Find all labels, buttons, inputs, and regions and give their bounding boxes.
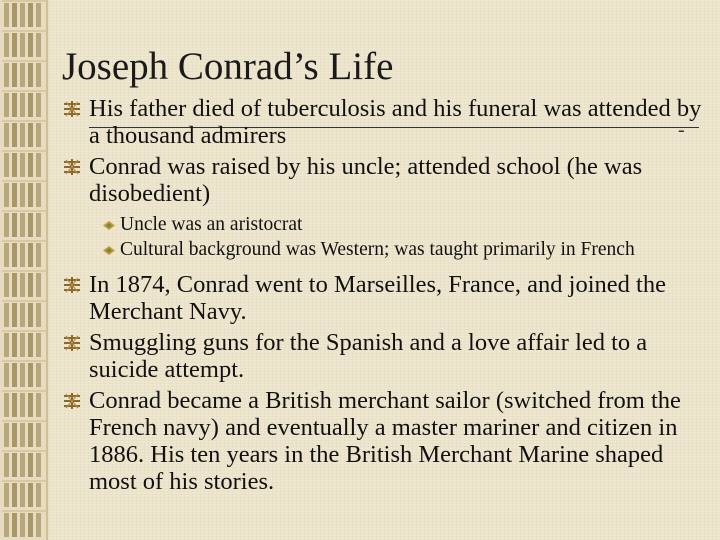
bullet-item	[62, 387, 712, 495]
bullet-list	[62, 95, 712, 495]
bullet-item	[62, 271, 712, 325]
scroll-ornament-icon	[62, 277, 82, 293]
scroll-ornament-icon	[62, 159, 82, 175]
sub-bullet-item	[62, 214, 712, 236]
bullet-text: In 1874, Conrad went to Marseilles, France, and joined the Merchant Navy.	[89, 271, 666, 325]
bullet-text: His father died of tuberculosis and his funeral was attended by a thousand admirers	[89, 95, 702, 149]
scroll-ornament-icon	[62, 101, 82, 117]
leaf-diamond-icon	[103, 221, 115, 230]
bullet-text: Smuggling guns for the Spanish and a love affair led to a suicide attempt.	[89, 329, 648, 383]
sub-bullet-item	[62, 239, 712, 261]
scroll-ornament-icon	[62, 393, 82, 409]
binder-strip	[0, 0, 50, 540]
bullet-item	[62, 95, 712, 149]
bullet-text: Conrad became a British merchant sailor (switched from the French navy) and eventually a master mariner and citizen in 1886. His ten years in the British Merchant Marine shaped most of his stories.	[89, 387, 681, 495]
bullet-item	[62, 329, 712, 383]
slide-title: Joseph Conrad’s Life	[62, 45, 394, 88]
sub-bullet-text: Cultural background was Western; was taught primarily in French	[120, 239, 635, 260]
scroll-ornament-icon	[62, 335, 82, 351]
leaf-diamond-icon	[103, 246, 115, 255]
trailing-dash: -	[678, 119, 685, 141]
sub-bullet-text: Uncle was an aristocrat	[120, 214, 303, 235]
bullet-text: Conrad was raised by his uncle; attended school (he was disobedient)	[89, 153, 643, 207]
bullet-item	[62, 153, 712, 207]
binder-pattern-icon	[0, 0, 50, 540]
